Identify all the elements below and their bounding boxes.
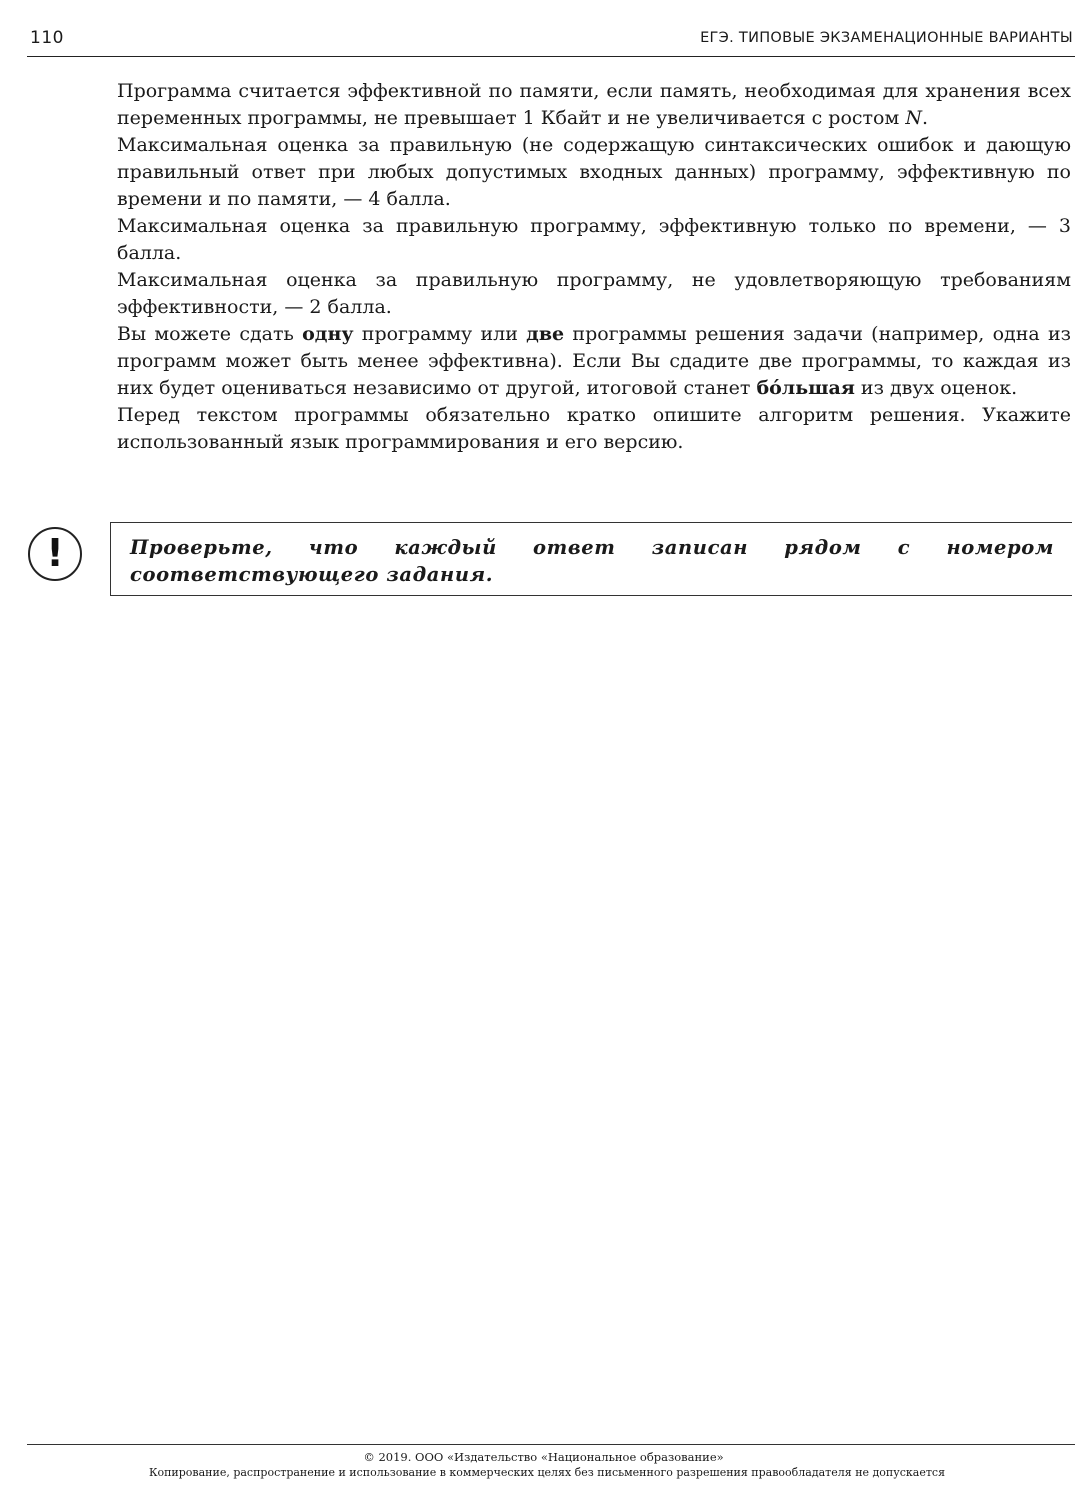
running-title: ЕГЭ. ТИПОВЫЕ ЭКЗАМЕНАЦИОННЫЕ ВАРИАНТЫ [700,30,1073,46]
footer-divider [27,1444,1075,1445]
paragraph-max-score-2: Максимальная оценка за правильную программу, не удовлетворяющую требованиям эффективности, — 2 балла. [117,269,1071,318]
paragraph-two-programs [117,321,1071,402]
body-text [117,78,1071,456]
paragraph-text: Программа считается эффективной по памяти, если память, необходимая для хранения всех переменных программы, не превышает 1 Кбайт и не увеличивается с ростом [117,80,1071,129]
paragraph-text: программы решения задачи (например, одна из программ может быть менее эффективна). Если Вы сдадите две программы, то каждая из них будет оцениваться независимо от другой, итоговой станет [117,323,1071,399]
page-number: 110 [30,28,64,48]
paragraph-max-score-3: Максимальная оценка за правильную программу, эффективную только по времени, — 3 балла. [117,215,1071,264]
variable-n: N [905,107,922,129]
exclamation-icon: ! [28,527,82,581]
notice-text: Проверьте, что каждый ответ записан рядом с номером соответствующего задания. [130,536,1054,586]
notice-box [110,522,1072,596]
paragraph-text: Вы можете сдать [117,323,303,345]
paragraph-text: . [921,107,928,129]
footer-copying-notice: Копирование, распространение и использование в коммерческих целях без письменного разрешения правообладателя не допускается [148,1466,946,1479]
emphasis-one: одну [302,323,354,345]
paragraph-memory-efficiency [117,78,1071,132]
notice-callout [27,521,1075,601]
footer-copyright: © 2019. ООО «Издательство «Национальное образование» [363,1450,724,1464]
paragraph-text: из двух оценок. [854,377,1018,399]
emphasis-two: две [526,323,565,345]
paragraph-max-score-4: Максимальная оценка за правильную (не содержащую синтаксических ошибок и дающую правильный ответ при любых допустимых входных данных) программу, эффективную по времени и по памяти, — 4 балла. [117,134,1071,210]
paragraph-text: программу или [353,323,527,345]
page-header [27,26,1075,57]
emphasis-larger: бóльшая [756,377,855,399]
paragraph-describe-algorithm: Перед текстом программы обязательно кратко опишите алгоритм решения. Укажите использованный язык программирования и его версию. [117,404,1071,453]
